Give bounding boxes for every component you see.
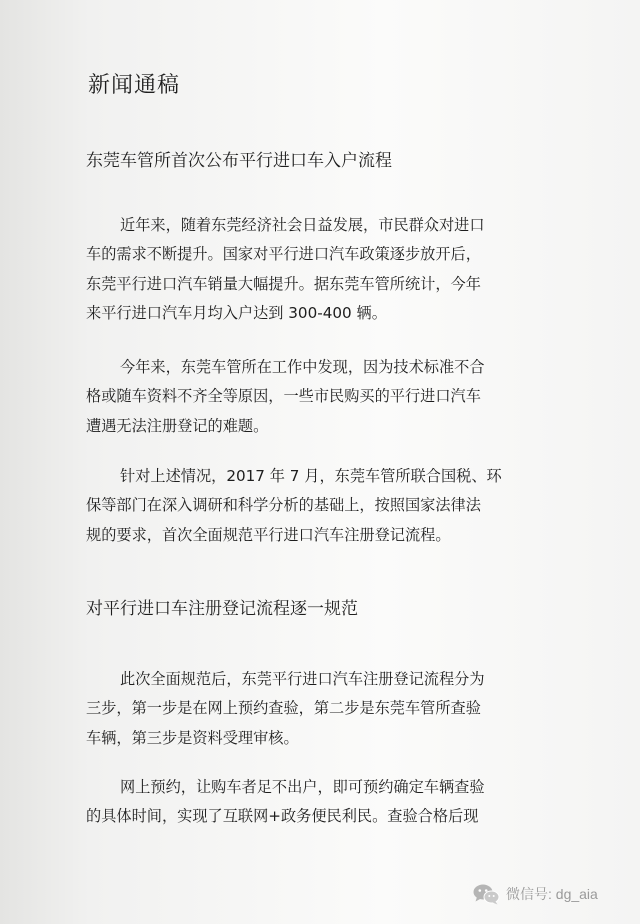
section-heading: 对平行进口车注册登记流程逐一规范 — [86, 599, 358, 619]
paragraph-line: 规的要求，首次全面规范平行进口汽车注册登记流程。 — [86, 525, 451, 544]
section-heading: 东莞车管所首次公布平行进口车入户流程 — [86, 151, 392, 171]
paragraph-line: 网上预约，让购车者足不出户，即可预约确定车辆查验 — [120, 778, 485, 796]
paragraph-line: 针对上述情况，2017 年 7 月，东莞车管所联合国税、环 — [120, 467, 502, 485]
paragraph-line: 遭遇无法注册登记的难题。 — [86, 416, 269, 435]
paragraph-line: 近年来，随着东莞经济社会日益发展，市民群众对进口 — [120, 216, 485, 234]
paragraph — [86, 665, 554, 753]
wechat-watermark — [472, 883, 598, 905]
watermark-text: 微信号: dg_aia — [506, 886, 598, 902]
paragraph-line: 来平行进口汽车月均入户达到 300-400 辆。 — [86, 303, 387, 322]
paragraph-line: 今年来，东莞车管所在工作中发现，因为技术标准不合 — [120, 358, 485, 376]
paragraph-line: 车辆，第三步是资料受理审核。 — [86, 728, 299, 747]
paragraph — [86, 353, 554, 441]
paragraph — [86, 773, 554, 832]
paragraph-line: 此次全面规范后，东莞平行进口汽车注册登记流程分为 — [120, 670, 485, 688]
paragraph-line: 三步，第一步是在网上预约查验，第二步是东莞车管所查验 — [86, 699, 481, 718]
paragraph — [86, 462, 554, 550]
document-title: 新闻通稿 — [88, 73, 181, 98]
paragraph-line: 的具体时间，实现了互联网+政务便民利民。查验合格后现 — [86, 807, 479, 826]
paragraph-line: 格或随车资料不齐全等原因，一些市民购买的平行进口汽车 — [86, 387, 481, 406]
paragraph — [86, 211, 554, 328]
paragraph-line: 东莞平行进口汽车销量大幅提升。据东莞车管所统计，今年 — [86, 274, 481, 293]
wechat-icon — [472, 883, 500, 905]
paragraph-line: 车的需求不断提升。国家对平行进口汽车政策逐步放开后， — [86, 245, 481, 264]
paragraph-line: 保等部门在深入调研和科学分析的基础上，按照国家法律法 — [86, 496, 481, 515]
